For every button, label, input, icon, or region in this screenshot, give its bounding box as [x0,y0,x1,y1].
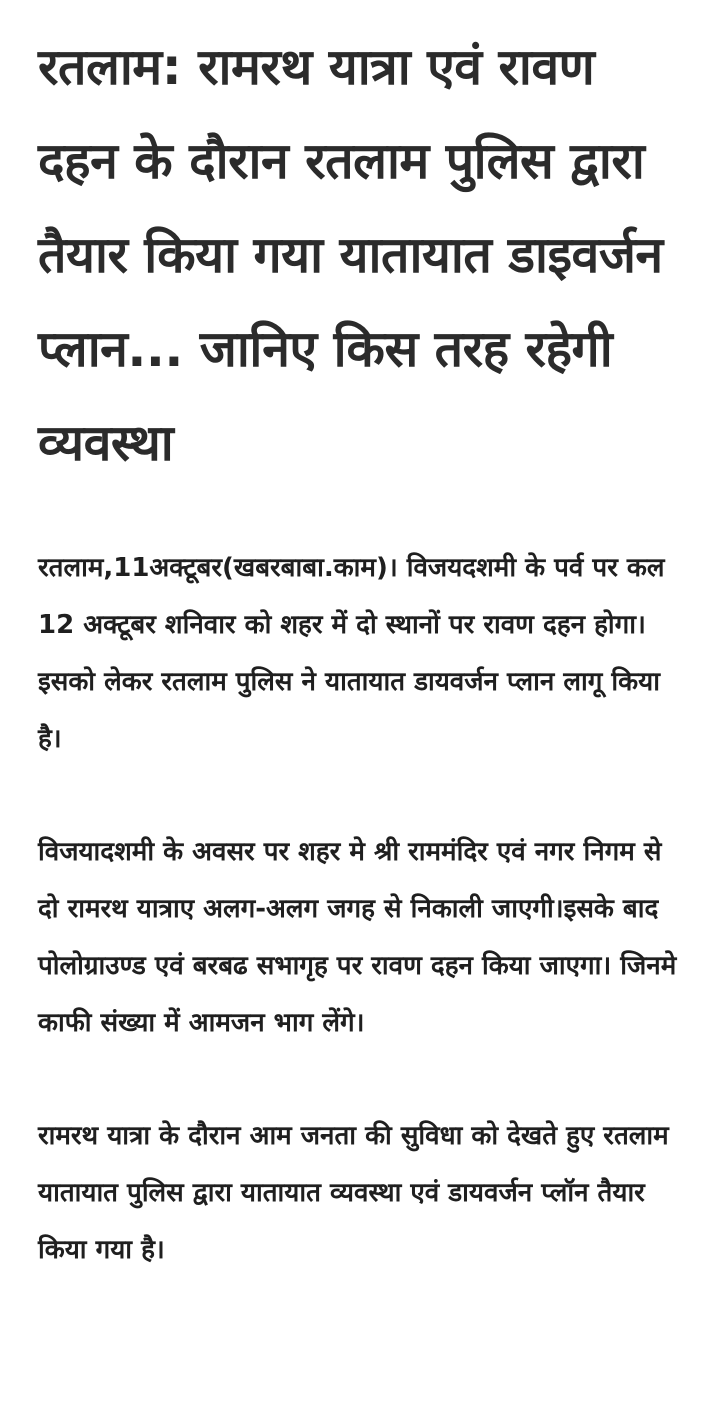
article-paragraph-3: रामरथ यात्रा के दौरान आम जनता की सुविधा को देखते हुए रतलाम यातायात पुलिस द्वारा यातायात व्यवस्था एवं डायवर्जन प्लॉन तैयार किया गया है। [38,1121,669,1265]
article-paragraph-2: विजयादशमी के अवसर पर शहर मे श्री राममंदिर एवं नगर निगम से दो रामरथ यात्राए अलग-अलग जगह से निकाली जाएगी।इसके बाद पोलोग्राउण्ड एवं बरबढ सभागृह पर रावण दहन किया जाएगा। जिनमे काफी संख्या में आमजन भाग लेंगे। [38,837,677,1038]
article-headline: रतलाम: रामरथ यात्रा एवं रावण दहन के दौरान रतलाम पुलिस द्वारा तैयार किया गया यातायात डाइवर्जन प्लान... जानिए किस तरह रहेगी व्यवस्था [38,38,663,472]
article-body [38,540,682,1279]
article-paragraph-1: रतलाम,11अक्टूबर(खबरबाबा.काम)। विजयदशमी के पर्व पर कल 12 अक्टूबर शनिवार को शहर में दो स्थानों पर रावण दहन होगा। इसको लेकर रतलाम पुलिस ने यातायात डायवर्जन प्लान लागू किया है। [38,553,665,754]
